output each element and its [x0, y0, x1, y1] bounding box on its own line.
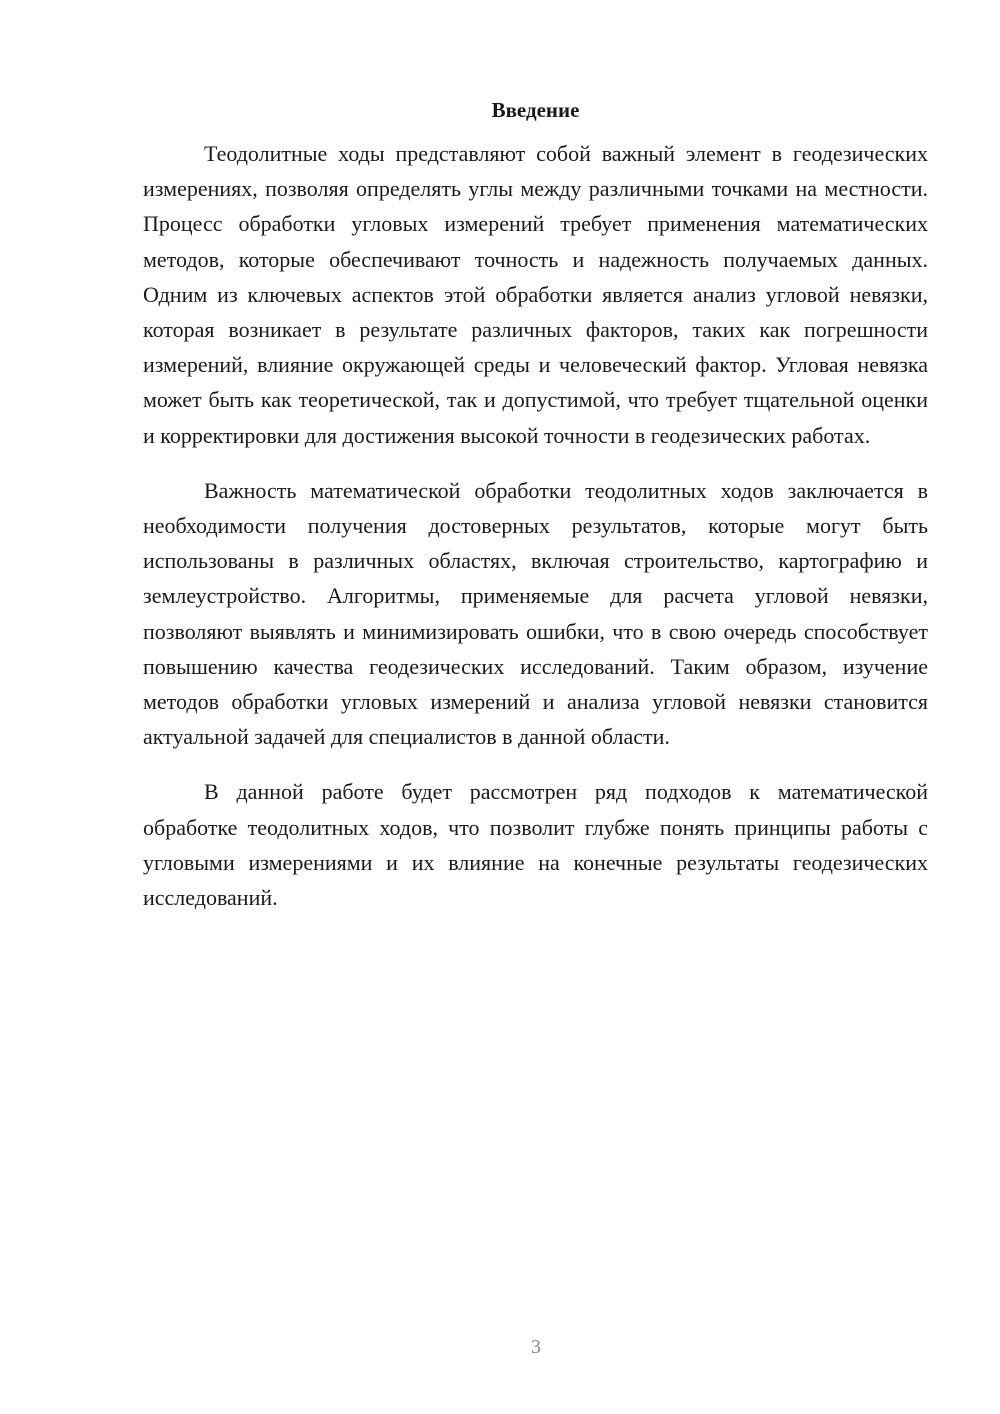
section-heading: Введение — [491, 98, 580, 122]
paragraph-2: Важность математической обработки теодолитных ходов заключается в необходимости получения достоверных результатов, которые могут быть использованы в различных областях, включая строительство, картографию и землеустройство. Алгоритмы, применяемые для расчета угловой невязки, позволяют выявлять и минимизировать ошибки, что в свою очередь способствует повышению качества геодезических исследований. Таким образом, изучение методов обработки угловых измерений и анализа угловой невязки становится актуальной задачей для специалистов в данной области. — [143, 477, 928, 750]
paragraph-1: Теодолитные ходы представляют собой важный элемент в геодезических измерениях, позволяя определять углы между различными точками на местности. Процесс обработки угловых измерений требует применения математических методов, которые обеспечивают точность и надежность получаемых данных. Одним из ключевых аспектов этой обработки является анализ угловой невязки, которая возникает в результате различных факторов, таких как погрешности измерений, влияние окружающей среды и человеческий фактор. Угловая невязка может быть как теоретической, так и допустимой, что требует тщательной оценки и корректировки для достижения высокой точности в геодезических работах. — [143, 141, 928, 448]
page-number: 3 — [531, 1336, 541, 1358]
page-content — [143, 93, 928, 935]
paragraph-3: В данной работе будет рассмотрен ряд подходов к математической обработке теодолитных ходов, что позволит глубже понять принципы работы с угловыми измерениями и их влияние на конечные результаты геодезических исследований. — [143, 779, 928, 911]
